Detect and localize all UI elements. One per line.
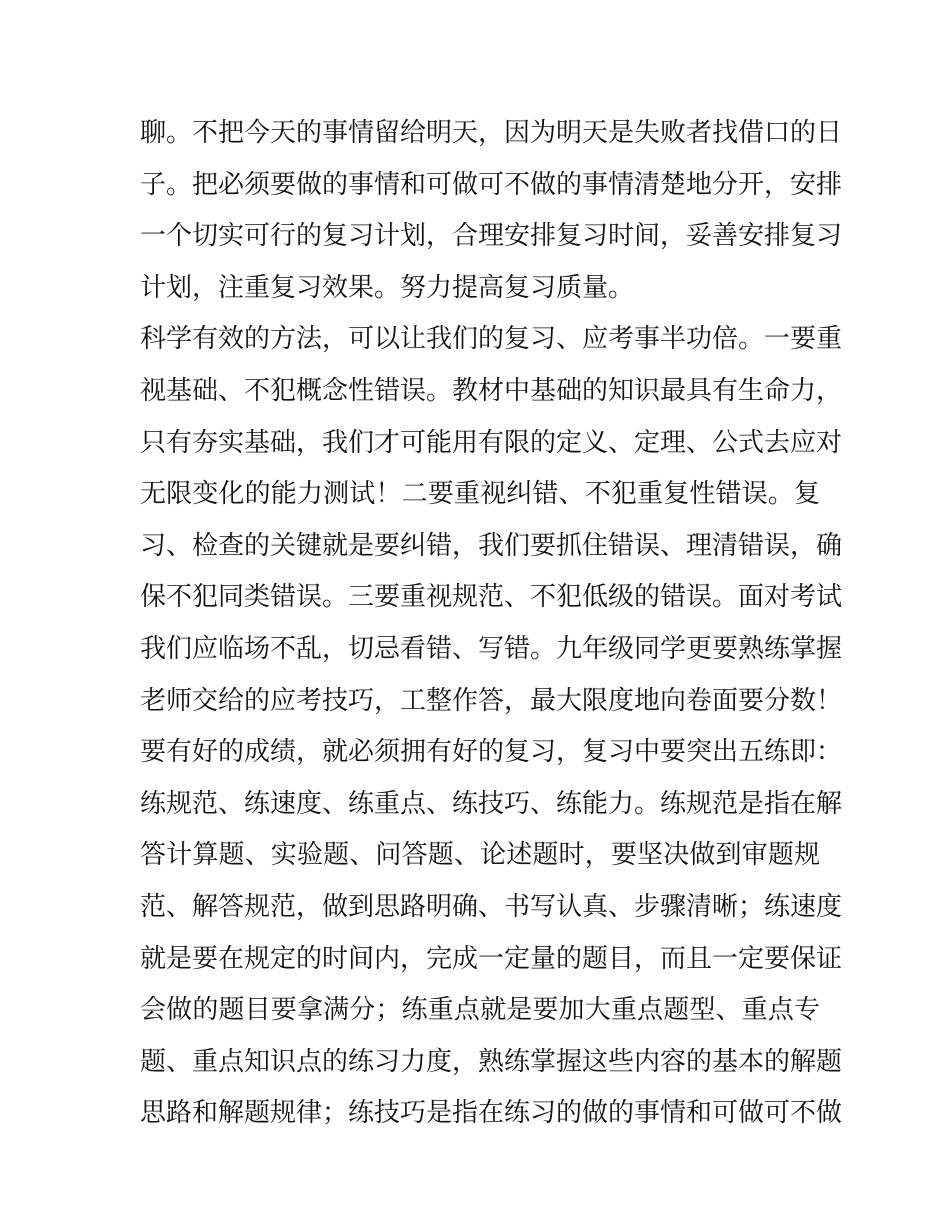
text-line: 子。把必须要做的事情和可做可不做的事情清楚地分开，安排 bbox=[140, 169, 843, 200]
text-line: 老师交给的应考技巧，工整作答，最大限度地向卷面要分数！ bbox=[140, 685, 843, 716]
text-line: 视基础、不犯概念性错误。教材中基础的知识最具有生命力， bbox=[140, 375, 843, 406]
text-line: 无限变化的能力测试！二要重视纠错、不犯重复性错误。复 bbox=[140, 479, 820, 510]
text-line: 科学有效的方法，可以让我们的复习、应考事半功倍。一要重 bbox=[140, 324, 843, 355]
text-line: 我们应临场不乱，切忌看错、写错。九年级同学更要熟练掌握 bbox=[140, 633, 843, 664]
text-line: 习、检查的关键就是要纠错，我们要抓住错误、理清错误，确 bbox=[140, 530, 843, 561]
text-line: 保不犯同类错误。三要重视规范、不犯低级的错误。面对考试 bbox=[140, 582, 843, 613]
text-line: 范、解答规范，做到思路明确、书写认真、步骤清晰；练速度 bbox=[140, 891, 843, 922]
text-line: 聊。不把今天的事情留给明天，因为明天是失败者找借口的日 bbox=[140, 118, 843, 148]
text-line: 练规范、练速度、练重点、练技巧、练能力。练规范是指在解 bbox=[140, 788, 843, 819]
text-line: 就是要在规定的时间内，完成一定量的题目，而且一定要保证 bbox=[140, 943, 843, 974]
text-line: 答计算题、实验题、问答题、论述题时，要坚决做到审题规 bbox=[140, 840, 820, 871]
text-line: 要有好的成绩，就必须拥有好的复习，复习中要突出五练即： bbox=[140, 737, 843, 768]
body-text bbox=[140, 108, 843, 1140]
text-line: 会做的题目要拿满分；练重点就是要加大重点题型、重点专 bbox=[140, 995, 820, 1026]
text-line: 思路和解题规律；练技巧是指在练习的做的事情和可做可不做 bbox=[140, 1098, 843, 1129]
text-line: 只有夯实基础，我们才可能用有限的定义、定理、公式去应对 bbox=[140, 427, 843, 458]
text-line: 题、重点知识点的练习力度，熟练掌握这些内容的基本的解题 bbox=[140, 1046, 843, 1077]
text-line: 计划，注重复习效果。努力提高复习质量。 bbox=[140, 272, 635, 303]
text-line: 一个切实可行的复习计划，合理安排复习时间，妥善安排复习 bbox=[140, 221, 843, 252]
